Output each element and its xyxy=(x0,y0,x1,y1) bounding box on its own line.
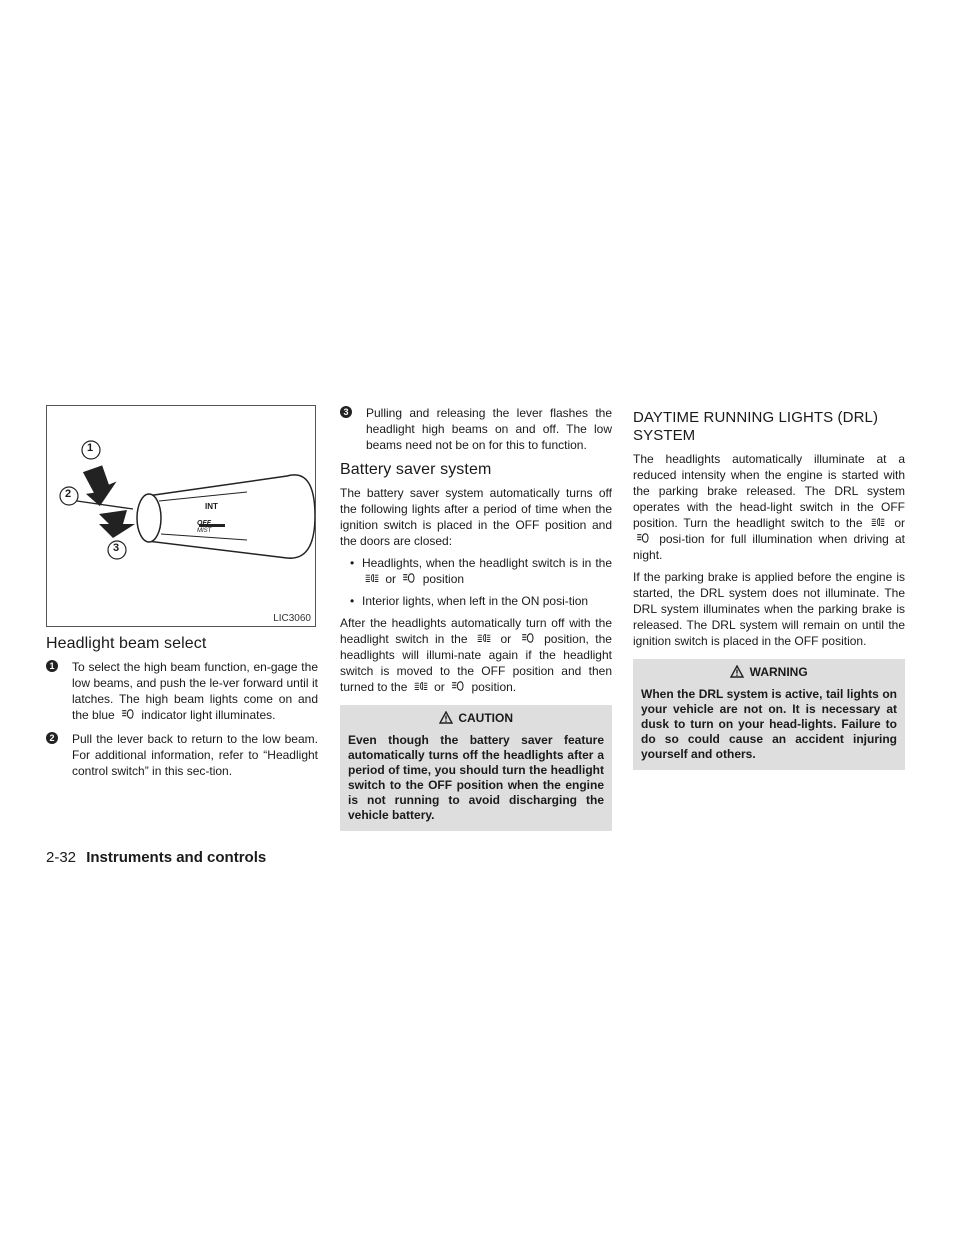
headlight-icon xyxy=(365,573,379,583)
column-2 xyxy=(340,405,612,831)
warning-title: WARNING xyxy=(749,665,808,679)
page-footer xyxy=(46,849,266,866)
bullet-headlights xyxy=(340,555,612,587)
callout-3: 3 xyxy=(113,542,120,554)
warning-triangle-icon xyxy=(439,711,453,724)
step-2-text: Pull the lever back to return to the low beam. For additional information, refer to “Headlight control switch” in this sec-tion. xyxy=(72,732,318,778)
drl-p1-text-a: The headlights automatically illuminate at a reduced intensity when the engine is started with the parking brake released. The DRL system operates with the head-light switch in the OFF position. Turn the headlight switch to the xyxy=(633,452,905,530)
headlight-icon xyxy=(871,517,885,527)
column-1 xyxy=(46,405,318,787)
figure-id: LIC3060 xyxy=(273,613,311,624)
step-3-text: Pulling and releasing the lever flashes the headlight high beams on and off. The low beams need not be on for this to function. xyxy=(366,406,612,452)
section-name: Instruments and controls xyxy=(86,849,267,866)
step-1-text-a: To select the high beam function, en-gage the low beams, and push the le-ver forward until it latches. The high beam lights come on and the blue xyxy=(72,660,318,722)
after-text-b: position, the headlights will illumi-nate again if the headlight switch is moved to the OFF position and then turned to the xyxy=(340,632,612,694)
headlight-lever-illustration xyxy=(47,406,316,627)
after-text-a: After the headlights automatically turn off with the headlight switch in the xyxy=(340,616,612,646)
bullet-interior-lights: • Interior lights, when left in the ON posi-tion xyxy=(340,593,612,609)
headlight-icon xyxy=(477,633,491,643)
step-1 xyxy=(46,659,318,723)
heading-headlight-beam-select: Headlight beam select xyxy=(46,635,207,652)
low-beam-icon xyxy=(402,573,416,583)
lever-label-mist: MIST xyxy=(197,528,212,534)
warning-box xyxy=(633,659,905,770)
warning-text: When the DRL system is active, tail lights on your vehicle are not on. It is necessary at dusk to turn on your head-lights. Failure to do so could cause an accident injuring yourself and others. xyxy=(641,687,897,761)
lever-label-int: INT xyxy=(205,502,218,511)
step-2 xyxy=(46,731,318,779)
after-text-c: position. xyxy=(471,680,517,694)
step-1-text-b: indicator light illuminates. xyxy=(141,708,276,722)
low-beam-icon xyxy=(521,633,535,643)
step-3-number: 3 xyxy=(340,406,352,418)
bullet-1-or: or xyxy=(385,572,397,586)
drl-p1-or: or xyxy=(894,516,905,530)
step-2-number: 2 xyxy=(46,732,58,744)
drl-paragraph-1 xyxy=(633,451,905,563)
step-3 xyxy=(340,405,612,453)
battery-saver-after xyxy=(340,615,612,695)
lever-figure xyxy=(46,405,316,627)
warning-header xyxy=(641,665,897,679)
caution-header xyxy=(348,711,604,725)
caution-title: CAUTION xyxy=(458,711,513,725)
low-beam-icon xyxy=(636,533,650,543)
step-1-number: 1 xyxy=(46,660,58,672)
column-3 xyxy=(633,405,905,770)
battery-saver-intro: The battery saver system automatically turns off the following lights after a period of time when the ignition switch is placed in the OFF position and the doors are closed: xyxy=(340,486,612,548)
high-beam-icon xyxy=(121,709,135,719)
warning-triangle-icon xyxy=(730,665,744,678)
callout-2: 2 xyxy=(65,488,72,500)
headlight-icon xyxy=(414,681,428,691)
caution-box xyxy=(340,705,612,831)
heading-drl: DAYTIME RUNNING LIGHTS (DRL) SYSTEM xyxy=(633,409,879,444)
caution-text: Even though the battery saver feature automatically turns off the headlights after a period of time, you should turn the headlight switch to the OFF position when the engine is not running to avoid discharging the vehicle battery. xyxy=(348,733,604,822)
after-or-2: or xyxy=(434,680,445,694)
page-number: 2-32 xyxy=(46,849,77,866)
bullet-1-text-a: Headlights, when the headlight switch is in the xyxy=(362,556,612,570)
drl-p1-text-b: posi-tion for full illumination when driving at night. xyxy=(633,532,906,562)
drl-paragraph-2: If the parking brake is applied before the engine is started, the DRL system does not illuminate. The DRL system illuminates when the parking brake is released. The DRL system will remain on until the ignition switch is placed in the OFF position. xyxy=(633,570,905,648)
heading-battery-saver: Battery saver system xyxy=(340,461,492,478)
after-or: or xyxy=(500,632,512,646)
callout-1: 1 xyxy=(87,442,94,454)
low-beam-icon xyxy=(451,681,465,691)
lever-label-off: OFF xyxy=(197,520,211,527)
bullet-1-text-b: position xyxy=(422,572,465,586)
